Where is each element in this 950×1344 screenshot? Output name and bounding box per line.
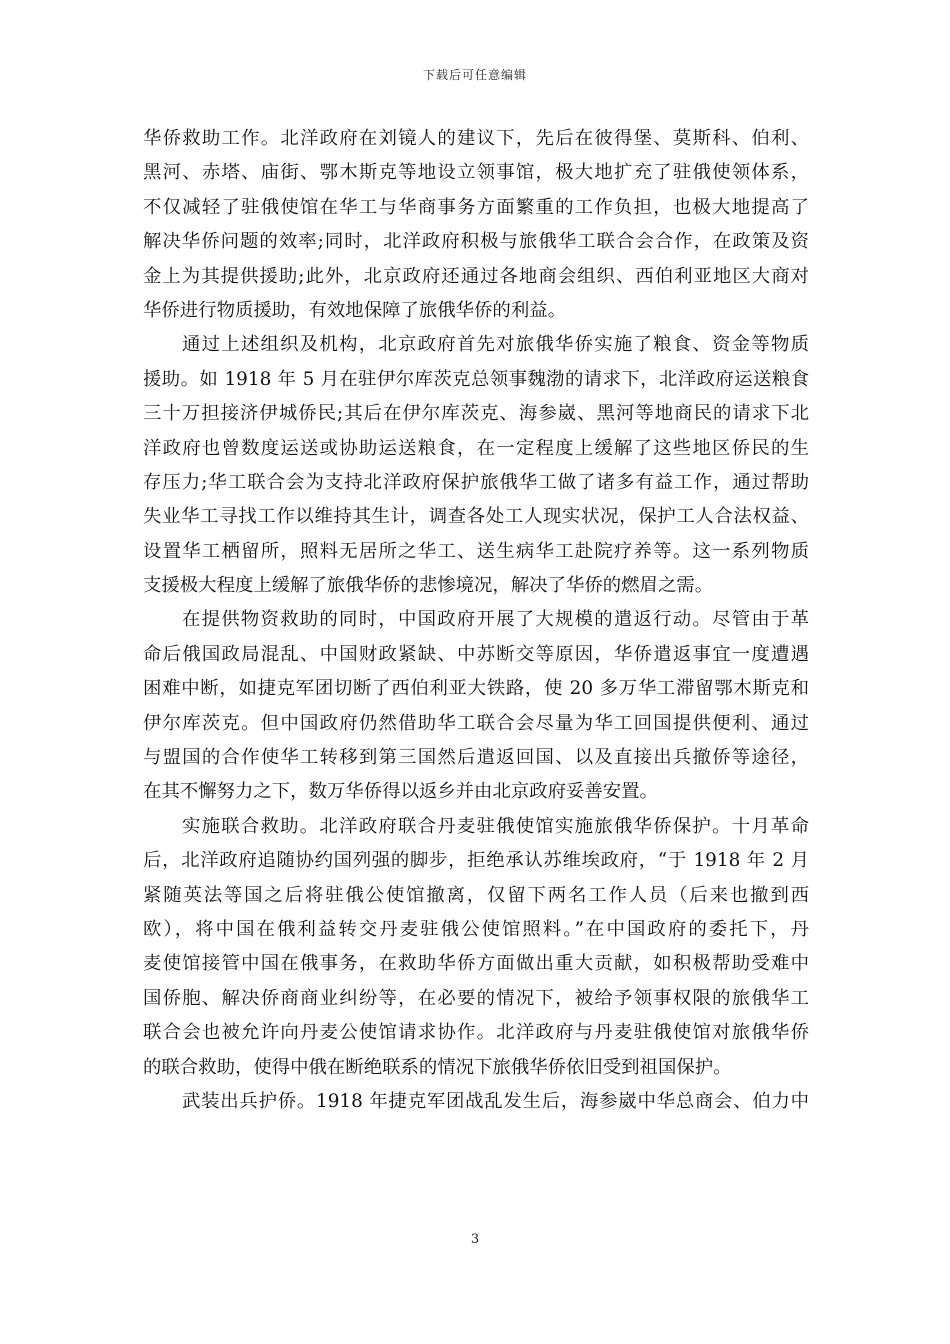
paragraph-repatriation bbox=[143, 603, 809, 809]
page-number: 3 bbox=[470, 1232, 480, 1247]
text-line: 通过上述组织及机构，北京政府首先对旅俄华侨实施了粮食、资金等物质 bbox=[182, 334, 809, 356]
text-line: 华侨救助工作。北洋政府在刘镜人的建议下，先后在彼得堡、莫斯科、伯利、 bbox=[143, 128, 809, 149]
text-line: 困难中断，如捷克军团切断了西伯利亚大铁路，使 20 多万华工滞留鄂木斯克和 bbox=[143, 678, 809, 700]
text-line: 黑河、赤塔、庙街、鄂木斯克等地设立领事馆，极大地扩充了驻俄使领体系， bbox=[143, 162, 809, 184]
paragraph-material-aid bbox=[143, 328, 809, 603]
text-line: 麦使馆接管中国在俄事务，在救助华侨方面做出重大贡献，如积极帮助受难中 bbox=[143, 953, 809, 975]
text-line: 联合会也被允许向丹麦公使馆请求协作。北洋政府与丹麦驻俄使馆对旅俄华侨 bbox=[143, 1022, 809, 1044]
paragraph-armed-evacuation bbox=[143, 1085, 809, 1119]
text-line: 华侨进行物质援助，有效地保障了旅俄华侨的利益。 bbox=[143, 299, 566, 321]
text-line: 命后俄国政局混乱、中国财政紧缺、中苏断交等原因，华侨遣返事宜一度遭遇 bbox=[143, 643, 809, 665]
text-line: 存压力;华工联合会为支持北洋政府保护旅俄华工做了诸多有益工作，通过帮助 bbox=[143, 471, 809, 493]
text-line: 国侨胞、解决侨商商业纠纷等，在必要的情况下，被给予领事权限的旅俄华工 bbox=[143, 987, 809, 1009]
text-line: 三十万担接济伊城侨民;其后在伊尔库茨克、海参崴、黑河等地商民的请求下北 bbox=[143, 403, 809, 425]
document-body bbox=[143, 122, 809, 1119]
text-line: 与盟国的合作使华工转移到第三国然后遣返回国、以及直接出兵撤侨等途径， bbox=[143, 747, 809, 769]
text-line: 实施联合救助。北洋政府联合丹麦驻俄使馆实施旅俄华侨保护。十月革命 bbox=[182, 815, 809, 837]
text-line: 在其不懈努力之下，数万华侨得以返乡并由北京政府妥善安置。 bbox=[143, 781, 658, 803]
text-line: 金上为其提供援助;此外，北京政府还通过各地商会组织、西伯利亚地区大商对 bbox=[143, 265, 809, 287]
text-line: 在提供物资救助的同时，中国政府开展了大规模的遣返行动。尽管由于革 bbox=[182, 609, 809, 631]
text-line: 设置华工栖留所，照料无居所之华工、送生病华工赴院疗养等。这一系列物质 bbox=[143, 540, 809, 562]
page-header: 下载后可任意编辑 bbox=[422, 68, 527, 82]
text-line: 洋政府也曾数度运送或协助运送粮食，在一定程度上缓解了这些地区侨民的生 bbox=[143, 437, 809, 459]
text-line: 援助。如 1918 年 5 月在驻伊尔库茨克总领事魏渤的请求下，北洋政府运送粮食 bbox=[143, 368, 809, 390]
text-line: 解决华侨问题的效率;同时，北洋政府积极与旅俄华工联合会合作，在政策及资 bbox=[143, 231, 809, 253]
text-line: 失业华工寻找工作以维持其生计，调查各处工人现实状况，保护工人合法权益、 bbox=[143, 506, 809, 528]
text-line: 欧），将中国在俄利益转交丹麦驻俄公使馆照料。”在中国政府的委托下，丹 bbox=[143, 918, 809, 940]
text-line: 紧随英法等国之后将驻俄公使馆撤离，仅留下两名工作人员（后来也撤到西 bbox=[143, 884, 809, 906]
paragraph-joint-relief bbox=[143, 810, 809, 1085]
paragraph-relief-network bbox=[143, 122, 809, 328]
text-line: 不仅减轻了驻俄使馆在华工与华商事务方面繁重的工作负担，也极大地提高了 bbox=[143, 196, 809, 218]
text-line: 支援极大程度上缓解了旅俄华侨的悲惨境况，解决了华侨的燃眉之需。 bbox=[143, 575, 714, 597]
text-line: 武装出兵护侨。1918 年捷克军团战乱发生后，海参崴中华总商会、伯力中 bbox=[182, 1090, 809, 1112]
text-line: 伊尔库茨克。但中国政府仍然借助华工联合会尽量为华工回国提供便利、通过 bbox=[143, 712, 809, 734]
text-line: 的联合救助，使得中俄在断绝联系的情况下旅俄华侨依旧受到祖国保护。 bbox=[143, 1056, 732, 1078]
text-line: 后，北洋政府追随协约国列强的脚步，拒绝承认苏维埃政府，“于 1918 年 2 月 bbox=[143, 850, 809, 872]
